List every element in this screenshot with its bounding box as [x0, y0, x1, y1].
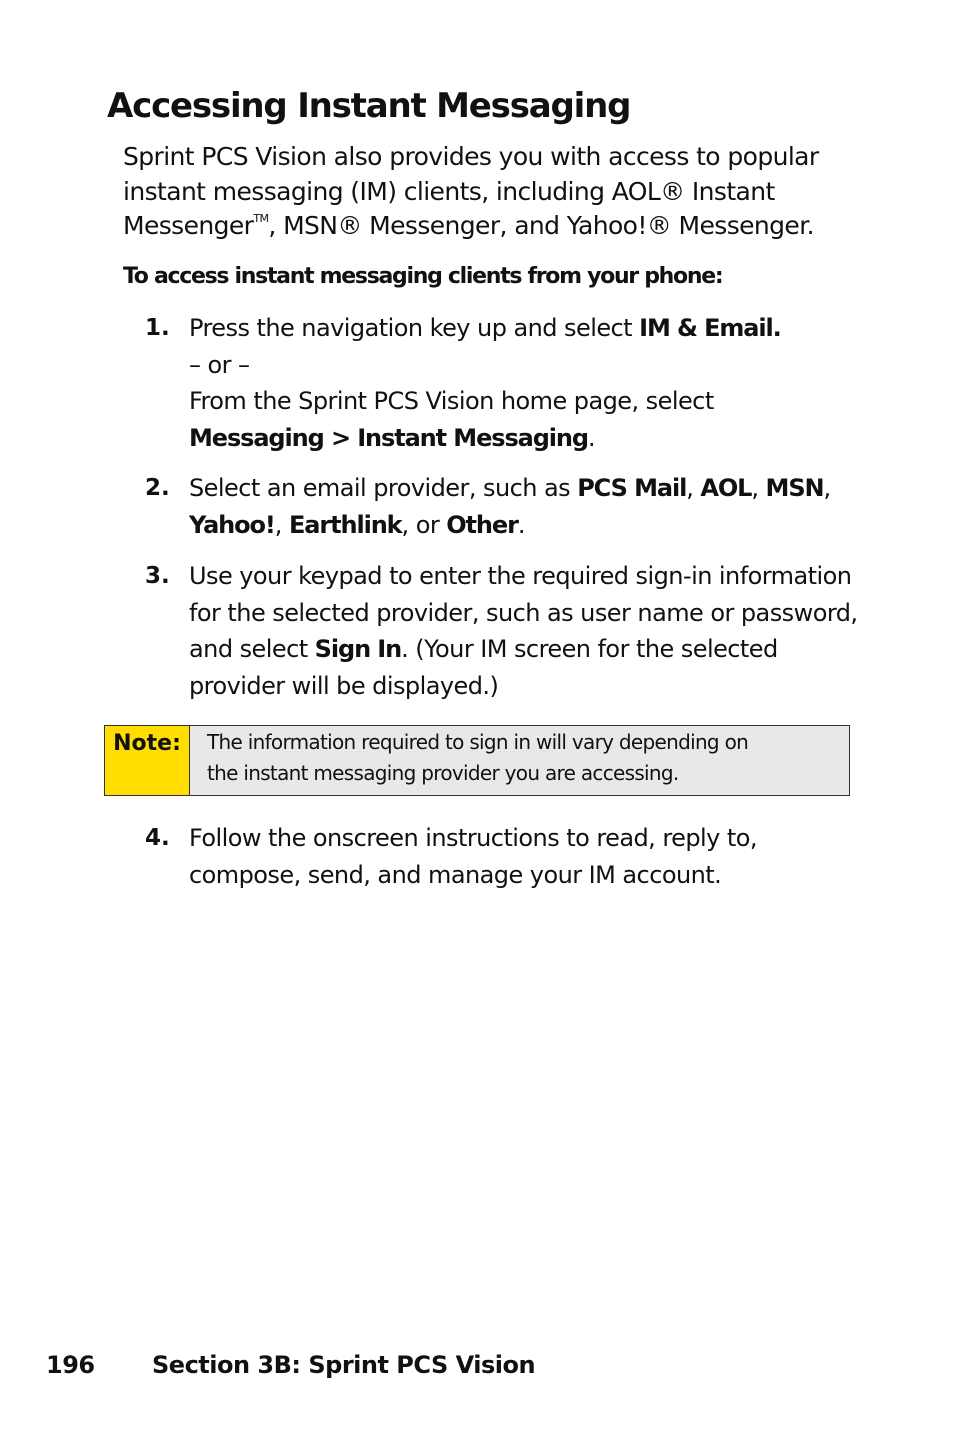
step-number: 3. — [145, 563, 170, 589]
step-1-end: . — [588, 423, 596, 452]
step-text — [189, 558, 869, 704]
option-msn: MSN — [765, 474, 824, 502]
step-number: 2. — [145, 475, 170, 501]
option-pcs-mail: PCS Mail — [577, 474, 687, 502]
note-line-1: The information required to sign in will vary depending on — [207, 730, 749, 754]
note-label: Note: — [105, 726, 190, 795]
note-body — [190, 726, 849, 795]
intro-line-1: Sprint PCS Vision also provides you with access to popular — [123, 142, 819, 171]
page-footer — [46, 1348, 535, 1382]
menu-item-sign-in: Sign In — [314, 635, 402, 663]
intro-line-3a: Messenger — [123, 211, 254, 240]
step-number: 1. — [145, 315, 170, 341]
step-1-text-b: From the Sprint PCS Vision home page, select — [189, 387, 714, 415]
step-3-text-a: Use your keypad to enter the required sign-in information for the selected provider, such as user name or password, and select — [189, 562, 858, 663]
page-title: Accessing Instant Messaging — [107, 86, 631, 126]
intro-paragraph — [123, 140, 853, 244]
step-1-text-a: Press the navigation key up and select — [189, 314, 640, 342]
menu-item-im-email: IM & Email. — [639, 314, 781, 342]
intro-line-3b: , MSN® Messenger, and Yahoo!® Messenger. — [268, 211, 814, 240]
note-box — [104, 725, 850, 796]
step-1-or: – or – — [189, 350, 250, 379]
section-title: Section 3B: Sprint PCS Vision — [152, 1351, 536, 1379]
step-3-text-b: . (Your IM screen for the selected provider will be displayed.) — [189, 635, 778, 700]
trademark-symbol: TM — [253, 212, 269, 225]
step-2-end: . — [517, 510, 525, 539]
step-number: 4. — [145, 825, 170, 851]
instruction-heading: To access instant messaging clients from your phone: — [123, 264, 723, 289]
option-other: Other — [446, 510, 518, 539]
page-number: 196 — [46, 1351, 95, 1379]
menu-path-instant-messaging: Messaging > Instant Messaging — [189, 423, 588, 452]
option-earthlink: Earthlink — [288, 510, 402, 539]
step-text: Select an email provider, such as PCS Mail, AOL, MSN, Yahoo!, Earthlink, or Other. — [189, 474, 831, 539]
intro-line-2: instant messaging (IM) clients, including AOL® Instant — [123, 176, 775, 206]
option-aol: AOL — [700, 474, 752, 502]
step-text — [189, 310, 869, 456]
step-2-or: , or — [401, 510, 447, 539]
step-text: Follow the onscreen instructions to read, reply to, compose, send, and manage your IM account. — [189, 824, 757, 889]
step-2-text-a: Select an email provider, such as — [189, 474, 578, 502]
option-yahoo: Yahoo! — [189, 510, 275, 539]
note-line-2: the instant messaging provider you are accessing. — [207, 760, 679, 785]
